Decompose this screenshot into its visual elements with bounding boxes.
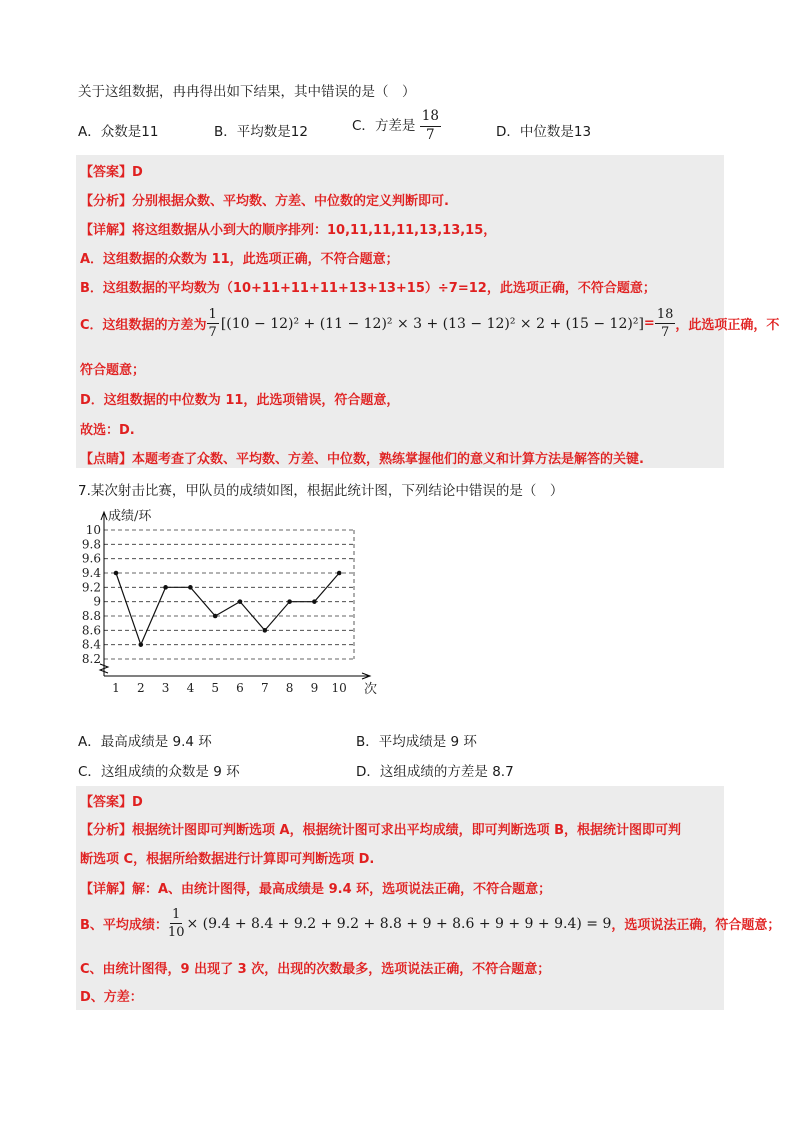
mean-coefficient-fraction: $\frac{1}{10}$	[167, 907, 185, 940]
detail-7: 【详解】解：A、由统计图得，最高成绩是 9.4 环，选项说法正确，不符合题意；	[80, 882, 552, 897]
q6-option-c: C．方差是 $\frac{18}{7}$	[352, 108, 439, 143]
data-point	[188, 585, 193, 590]
analysis-7-line-1: 【分析】根据统计图即可判断选项 A，根据统计图可求出平均成绩，即可判断选项 B，根据统计图即可判	[80, 823, 682, 838]
detail-7-line-b: B、平均成绩： $\frac{1}{10}$ × (9.4 + 8.4 + 9.2 + 9.2 + 8.8 + 9 + 8.6 + 9 + 9 + 9.4) = 9 ，选项说法正确，符合题意；	[80, 907, 781, 940]
q6-option-a: A．众数是11	[78, 124, 159, 140]
comment-6: 【点睛】本题考查了众数、平均数、方差、中位数，熟练掌握他们的意义和计算方法是解答的关键.	[80, 452, 644, 467]
data-point	[163, 585, 168, 590]
chart-svg	[76, 506, 386, 696]
data-point	[337, 571, 342, 576]
question-6-intro: 关于这组数据，冉冉得出如下结果，其中错误的是（ ）	[78, 84, 416, 100]
y-tick-label: 8.6	[81, 623, 101, 638]
y-tick-label: 8.4	[81, 637, 101, 652]
mean-formula: × (9.4 + 8.4 + 9.2 + 9.2 + 8.8 + 9 + 8.6 + 9 + 9 + 9.4) = 9	[186, 915, 612, 932]
x-tick-label: 7	[260, 681, 269, 695]
q6-option-c-fraction: $\frac{18}{7}$	[421, 108, 439, 143]
q6-option-b: B．平均数是12	[214, 124, 308, 140]
choose-6: 故选：D.	[80, 423, 135, 438]
x-tick-label: 4	[186, 681, 195, 695]
answer-block-6	[76, 155, 780, 468]
data-point	[287, 599, 292, 604]
x-tick-label: 1	[112, 681, 120, 695]
q7-option-d: D．这组成绩的方差是 8.7	[356, 764, 514, 780]
axis-break	[100, 664, 108, 673]
data-point	[114, 571, 119, 576]
data-point	[238, 599, 243, 604]
x-tick-label: 5	[211, 681, 220, 695]
y-tick-label: 9.8	[81, 537, 101, 552]
x-axis-label: 次	[364, 682, 378, 696]
data-point	[213, 614, 218, 619]
q7-option-b: B．平均成绩是 9 环	[356, 734, 477, 750]
y-axis-label: 成绩/环	[108, 509, 152, 524]
y-tick-label: 9.2	[81, 580, 101, 595]
answer-block-7	[76, 786, 781, 1010]
x-tick-label: 6	[236, 681, 244, 695]
x-tick-label: 8	[285, 681, 294, 695]
analysis-7-line-2: 断选项 C，根据所给数据进行计算即可判断选项 D.	[80, 852, 375, 867]
score-series-line	[116, 573, 339, 645]
y-tick-label: 8.2	[81, 652, 101, 666]
variance-formula: [(10 − 12)² + (11 − 12)² × 3 + (13 − 12)² × 2 + (15 − 12)²]	[220, 315, 644, 332]
detail-6-line-c: C．这组数据的方差为 $\frac{1}{7}$ [(10 − 12)² + (11 − 12)² × 3 + (13 − 12)² × 2 + (15 − 12)²] = $\frac{18}{7}$ ，此选项正确，不	[80, 307, 780, 340]
variance-coefficient-fraction: $\frac{1}{7}$	[208, 307, 217, 340]
detail-6-line-b: B．这组数据的平均数为（10+11+11+11+13+13+15）÷7=12，此选项正确，不符合题意；	[80, 281, 656, 296]
data-point	[139, 642, 144, 647]
y-tick-label: 9	[93, 594, 101, 609]
detail-7-line-d: D、方差：	[80, 990, 143, 1005]
y-tick-label: 8.8	[81, 609, 101, 623]
data-point	[263, 628, 268, 633]
x-tick-label: 10	[331, 681, 347, 695]
x-tick-label: 3	[161, 681, 170, 695]
detail-7-line-c: C、由统计图得，9 出现了 3 次，出现的次数最多，选项说法正确，不符合题意；	[80, 962, 551, 977]
variance-result-fraction: $\frac{18}{7}$	[656, 307, 674, 340]
question-7-stem: 7.某次射击比赛，甲队员的成绩如图，根据此统计图，下列结论中错误的是（ ）	[78, 483, 564, 499]
data-point	[312, 599, 317, 604]
x-tick-label: 2	[136, 681, 145, 695]
answer-7: 【答案】D	[80, 795, 143, 810]
y-tick-label: 10	[85, 523, 101, 537]
detail-6: 【详解】将这组数据从小到大的顺序排列：10,11,11,11,13,13,15，	[80, 223, 497, 238]
y-tick-label: 9.4	[81, 566, 101, 580]
detail-6-line-a: A．这组数据的众数为 11，此选项正确，不符合题意；	[80, 252, 399, 267]
answer-6: 【答案】D	[80, 165, 143, 180]
score-line-chart	[76, 506, 386, 696]
detail-6-line-c-cont: 符合题意；	[80, 363, 146, 378]
analysis-6: 【分析】分别根据众数、平均数、方差、中位数的定义判断即可.	[80, 194, 449, 209]
detail-6-line-d: D．这组数据的中位数为 11，此选项错误，符合题意，	[80, 393, 400, 408]
q7-option-a: A．最高成绩是 9.4 环	[78, 734, 212, 750]
x-tick-label: 9	[310, 681, 319, 695]
q6-option-d: D．中位数是13	[496, 124, 592, 140]
y-tick-label: 9.6	[81, 551, 101, 566]
q7-option-c: C．这组成绩的众数是 9 环	[78, 764, 240, 780]
